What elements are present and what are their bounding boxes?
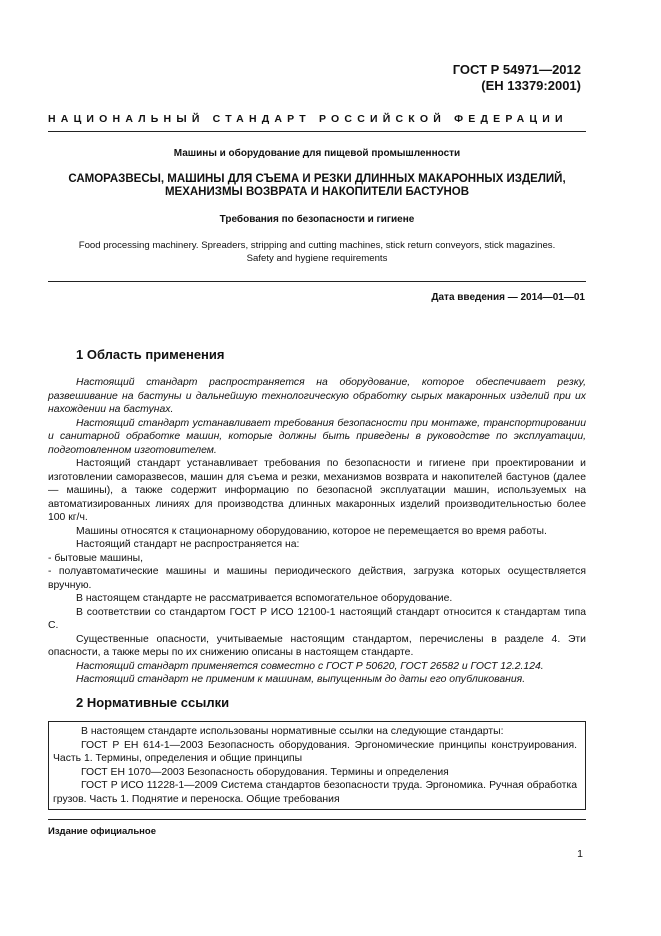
paragraph: В настоящем стандарте использованы нормативные ссылки на следующие стандарты: — [81, 726, 504, 737]
paragraph: Настоящий стандарт устанавливает требования безопасности при монтаже, транспортировании и санитарной обработке машин, которые должны быть приведены в руководстве по эксплуатации, подготовленном изготовителем. — [48, 417, 586, 456]
title-divider — [48, 281, 586, 282]
list-item: - полуавтоматические машины и машины периодического действия, загрузка которых осуществляется вручную. — [48, 566, 586, 591]
paragraph: В соответствии со стандартом ГОСТ Р ИСО 12100-1 настоящий стандарт относится к стандартам типа С. — [48, 606, 586, 631]
paragraph: Существенные опасности, учитываемые настоящим стандартом, перечислены в разделе 4. Эти опасности, а также меры по их снижению описаны в настоящем стандарте. — [48, 633, 586, 658]
effective-date: Дата введения — 2014—01—01 — [431, 292, 585, 303]
english-title-line-2: Safety and hygiene requirements — [246, 253, 388, 264]
english-title-line-1: Food processing machinery. Spreaders, stripping and cutting machines, stick return conveyors, stick magazines. — [78, 240, 556, 251]
english-title — [48, 239, 586, 265]
document-subtitle: Машины и оборудование для пищевой промышленности — [173, 148, 461, 159]
paragraph: Настоящий стандарт применяется совместно с ГОСТ Р 50620, ГОСТ 26582 и ГОСТ 12.2.124. — [76, 660, 544, 672]
reference-item: ГОСТ Р ИСО 11228-1—2009 Система стандартов безопасности труда. Эргономика. Ручная обработка грузов. Часть 1. Поднятие и переноска. Общие требования — [53, 780, 577, 805]
paragraph: Настоящий стандарт устанавливает требования по безопасности и гигиене при проектировании и изготовлении саморазвесов, машин для съема и резки, механизмов возврата и накопителей бастунов (далее — машины), а также содержит информацию по безопасной эксплуатации машин, используемых на автоматизированных линиях для производства длинных макаронных изделий производительностью более 100 кг/ч. — [48, 458, 586, 523]
official-edition-label: Издание официальное — [48, 826, 156, 837]
paragraph: Настоящий стандарт не распространяется на: — [76, 539, 300, 550]
document-code — [453, 62, 581, 94]
reference-item: ГОСТ ЕН 1070—2003 Безопасность оборудования. Термины и определения — [81, 766, 449, 778]
page-number: 1 — [577, 848, 583, 860]
footer-divider — [48, 819, 586, 820]
title-line-2: МЕХАНИЗМЫ ВОЗВРАТА И НАКОПИТЕЛИ БАСТУНОВ — [164, 186, 470, 198]
paragraph: Машины относятся к стационарному оборудованию, которое не перемещается во время работы. — [76, 525, 547, 537]
list-item: - бытовые машины, — [48, 552, 143, 564]
paragraph: Настоящий стандарт распространяется на оборудование, которое обеспечивает резку, развешивание на бастуны и дальнейшую технологическую обработку сырых макаронных изделий при их нахождении на бастунах. — [48, 377, 586, 415]
paragraph: Настоящий стандарт не применим к машинам, выпущенным до даты его опубликования. — [76, 674, 526, 685]
section-1-body — [48, 376, 586, 687]
title-line-1: САМОРАЗВЕСЫ, МАШИНЫ ДЛЯ СЪЕМА И РЕЗКИ ДЛИННЫХ МАКАРОННЫХ ИЗДЕЛИЙ, — [68, 173, 566, 185]
top-divider — [48, 131, 586, 132]
en-number: (ЕН 13379:2001) — [481, 78, 581, 93]
requirements-title: Требования по безопасности и гигиене — [219, 214, 415, 225]
document-title — [48, 173, 586, 199]
reference-item: ГОСТ Р ЕН 614-1—2003 Безопасность оборудования. Эргономические принципы конструирования. Часть 1. Термины, определения и общие принципы — [53, 739, 577, 764]
section-1-heading: 1 Область применения — [76, 347, 225, 362]
national-standard-banner: НАЦИОНАЛЬНЫЙ СТАНДАРТ РОССИЙСКОЙ ФЕДЕРАЦИИ — [48, 113, 568, 125]
section-2-heading: 2 Нормативные ссылки — [76, 695, 230, 710]
normative-references-box — [48, 721, 586, 810]
gost-number: ГОСТ Р 54971—2012 — [452, 62, 581, 77]
paragraph: В настоящем стандарте не рассматривается вспомогательное оборудование. — [76, 593, 453, 604]
